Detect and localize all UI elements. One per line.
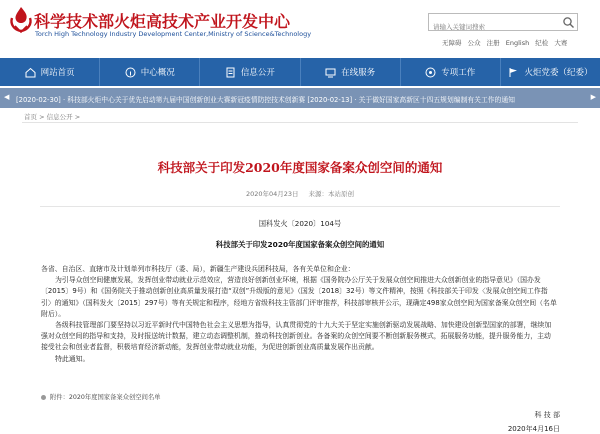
torch-logo-icon[interactable] <box>6 4 36 34</box>
body-paragraph: 为引导众创空间健康发展，发挥创业带动就业示范效应，营造良好创新创业环境，根据《国务院办公厅关于发展众创空间推进大众创新创业的指导意见》（国办发〔2015〕9号）和《国务院关于推动创新创业高质量发展打造“双创”升级版的意见》（国发〔2018〕32号）等文件精神，按照《科技部关于印发〈发展众创空间工作指引〉的通知》（国科发火〔2015〕297号）等有关规定和程序，经地方省级科技主管部门评审推荐，科技部审核并公示，现确定498家众创空间为国家备案众创空间（名单附后）。 <box>41 276 557 318</box>
breadcrumb-disclosure[interactable]: 信息公开 <box>46 113 73 121</box>
breadcrumb <box>24 112 80 121</box>
article-body <box>41 264 557 365</box>
ticker-right-arrow-icon[interactable]: ▶ <box>590 93 596 101</box>
signature: 科 技 部 <box>534 411 560 419</box>
top-link-register[interactable]: 注册 <box>486 39 500 47</box>
nav-item-overview[interactable] <box>100 58 200 86</box>
salutation-paragraph: 各省、自治区、直辖市及计划单列市科技厅（委、局），新疆生产建设兵团科技局，各有关单位和企业： <box>41 265 355 273</box>
article-date: 2020年04月23日 <box>245 190 299 198</box>
top-link-public[interactable]: 公众 <box>467 39 481 47</box>
divider <box>22 122 578 123</box>
nav-item-disclosure[interactable] <box>200 58 300 86</box>
ticker-left-arrow-icon[interactable]: ◀ <box>4 93 10 101</box>
news-ticker <box>0 88 600 108</box>
service-icon <box>325 67 336 78</box>
closing-paragraph: 特此通知。 <box>55 354 90 363</box>
nav-item-online-service[interactable] <box>301 58 401 86</box>
site-title[interactable]: 科学技术部火炬高技术产业开发中心 <box>34 12 291 31</box>
nav-item-label: 中心概况 <box>140 68 175 78</box>
top-link-discipline[interactable]: 纪检 <box>535 39 549 47</box>
document-number: 国科发火〔2020〕104号 <box>258 219 342 228</box>
divider <box>40 206 560 207</box>
attachment-label[interactable]: 附件：2020年度国家备案众创空间名单 <box>50 394 161 401</box>
nav-item-label: 专项工作 <box>441 68 476 78</box>
attachment-icon <box>41 395 46 400</box>
sign-date: 2020年4月16日 <box>507 425 560 433</box>
nav-item-label: 信息公开 <box>240 68 275 78</box>
article-meta <box>0 189 600 198</box>
search-box <box>428 13 578 31</box>
nav-item-label: 火炬党委（纪委） <box>524 68 593 78</box>
flag-icon <box>508 67 519 78</box>
nav-item-label: 网站首页 <box>40 68 75 78</box>
breadcrumb-separator: > <box>39 113 45 121</box>
document-title: 科技部关于印发2020年度国家备案众创空间的通知 <box>215 240 385 249</box>
search-input[interactable] <box>429 19 557 35</box>
work-icon <box>425 67 436 78</box>
top-links <box>442 38 571 47</box>
nav-item-party[interactable] <box>501 58 600 86</box>
breadcrumb-separator: > <box>74 113 81 121</box>
breadcrumb-home[interactable]: 首页 <box>24 113 37 121</box>
site-header <box>0 0 600 56</box>
top-link-english[interactable]: English <box>505 39 530 47</box>
search-icon[interactable] <box>562 16 575 29</box>
nav-item-special-work[interactable] <box>401 58 501 86</box>
top-link-accessibility[interactable]: 无障碍 <box>442 39 462 47</box>
site-title-en: Torch High Technology Industry Development Center,Ministry of Science&Technology <box>35 30 312 38</box>
info-icon <box>125 67 136 78</box>
nav-item-label: 在线服务 <box>341 68 376 78</box>
top-link-contest[interactable]: 大赛 <box>554 39 568 47</box>
article-title: 科技部关于印发2020年度国家备案众创空间的通知 <box>157 160 443 175</box>
article-source: 来源：本站原创 <box>308 190 355 198</box>
nav-item-home[interactable] <box>0 58 100 86</box>
doc-icon <box>225 67 236 78</box>
attachment-link[interactable] <box>41 392 160 401</box>
body-paragraph: 各级科技管理部门要坚持以习近平新时代中国特色社会主义思想为指导，认真贯彻党的十九大关于坚定实施创新驱动发展战略、加快建设创新型国家的部署，继续加强对众创空间的指导和支持，及时报送统计数据，建立动态调整机制，推动科技创新创业。各备案的众创空间要不断创新服务模式，拓展服务功能，提升服务能力，主动接受社会和创业者监督，积极培育经济新动能，发挥创业带动就业功能，为促进创新创业高质量发展作出贡献。 <box>41 321 552 352</box>
home-icon <box>25 67 36 78</box>
ticker-text[interactable]: [2020-02-30] · 科技部火炬中心关于优先启动第九届中国创新创业大赛新冠疫情防控技术创新赛 [2020-02-13] · 关于做好国家高新区十四五规划编制有关工作的通知 <box>16 96 515 104</box>
main-nav <box>0 58 600 86</box>
